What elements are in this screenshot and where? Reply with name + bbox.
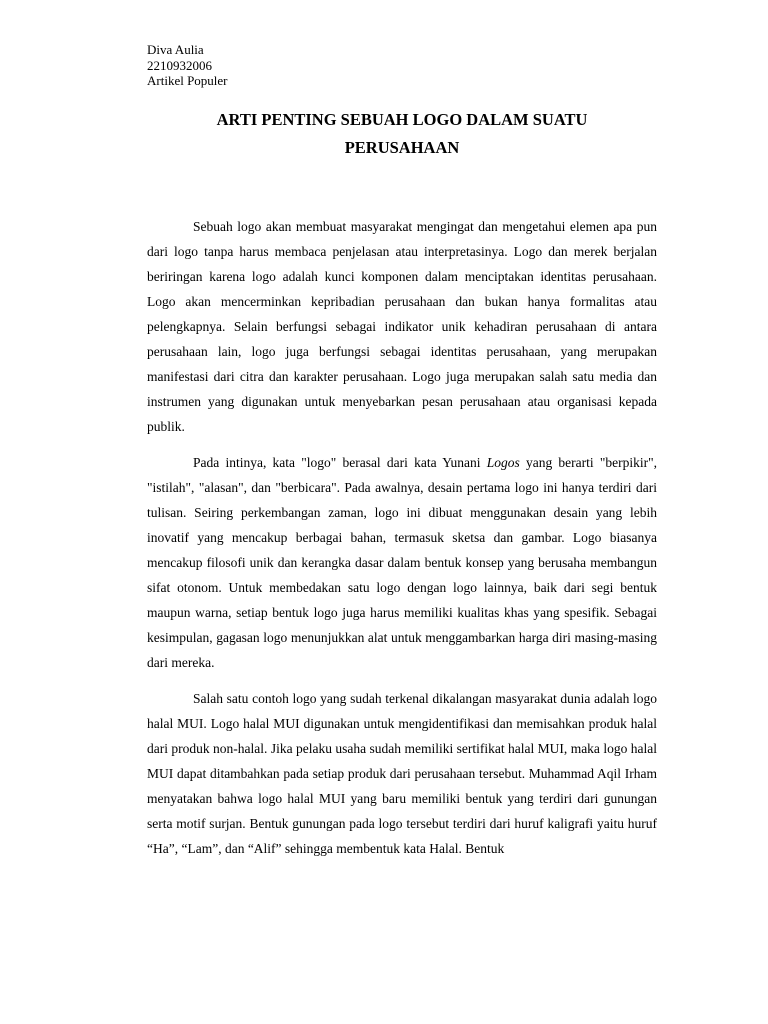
article-title	[147, 106, 657, 162]
article-body	[147, 214, 657, 861]
author-name: Diva Aulia	[147, 42, 204, 57]
paragraph-2-part-2: yang berarti "berpikir", "istilah", "alasan", dan "berbicara". Pada awalnya, desain pertama logo ini hanya terdiri dari tulisan. Seiring perkembangan zaman, logo ini dibuat menggunakan desain yang lebih inovatif yang mencakup berbagai bahan, termasuk sketsa dan gambar. Logo biasanya mencakup filosofi unik dan kerangka dasar dalam bentuk konsep yang berusaha membangun sifat otonom. Untuk membedakan satu logo dengan logo lainnya, baik dari segi bentuk maupun warna, setiap bentuk logo juga harus memiliki kualitas khas yang spesifik. Sebagai kesimpulan, gagasan logo menunjukkan alat untuk menggambarkan harga diri masing-masing dari mereka.	[147, 454, 657, 670]
document-type: Artikel Populer	[147, 73, 228, 88]
paragraph-3: Salah satu contoh logo yang sudah terkenal dikalangan masyarakat dunia adalah logo halal MUI. Logo halal MUI digunakan untuk mengidentifikasi dan memisahkan produk halal dari produk non-halal. Jika pelaku usaha sudah memiliki sertifikat halal MUI, maka logo halal MUI dapat ditambahkan pada setiap produk dari perusahaan tersebut. Muhammad Aqil Irham menyatakan bahwa logo halal MUI yang baru memiliki bentuk yang terdiri dari gunungan serta motif surjan. Bentuk gunungan pada logo tersebut terdiri dari huruf kaligrafi yaitu huruf “Ha”, “Lam”, dan “Alif” sehingga membentuk kata Halal. Bentuk	[147, 690, 657, 856]
document-header	[147, 42, 657, 89]
paragraph-2	[147, 450, 657, 675]
paragraph-1: Sebuah logo akan membuat masyarakat mengingat dan mengetahui elemen apa pun dari logo tanpa harus membaca penjelasan atau interpretasinya. Logo dan merek berjalan beriringan karena logo adalah kunci komponen dalam menciptakan identitas perusahaan. Logo akan mencerminkan kepribadian perusahaan dan bukan hanya formalitas atau pelengkapnya. Selain berfungsi sebagai indikator unik kehadiran perusahaan di antara perusahaan lain, logo juga berfungsi sebagai identitas perusahaan, yang merupakan manifestasi dari citra dan karakter perusahaan. Logo juga merupakan salah satu media dan instrumen yang digunakan untuk menyebarkan pesan perusahaan atau organisasi kepada publik.	[147, 218, 657, 434]
article-title-line-2: PERUSAHAAN	[344, 137, 460, 157]
paragraph-2-part-1: Pada intinya, kata "logo" berasal dari kata Yunani	[193, 454, 487, 470]
document-page	[147, 42, 657, 872]
student-id: 2210932006	[147, 57, 212, 73]
italic-term-logos: Logos	[486, 454, 520, 470]
article-title-line-1: ARTI PENTING SEBUAH LOGO DALAM SUATU	[216, 109, 588, 129]
